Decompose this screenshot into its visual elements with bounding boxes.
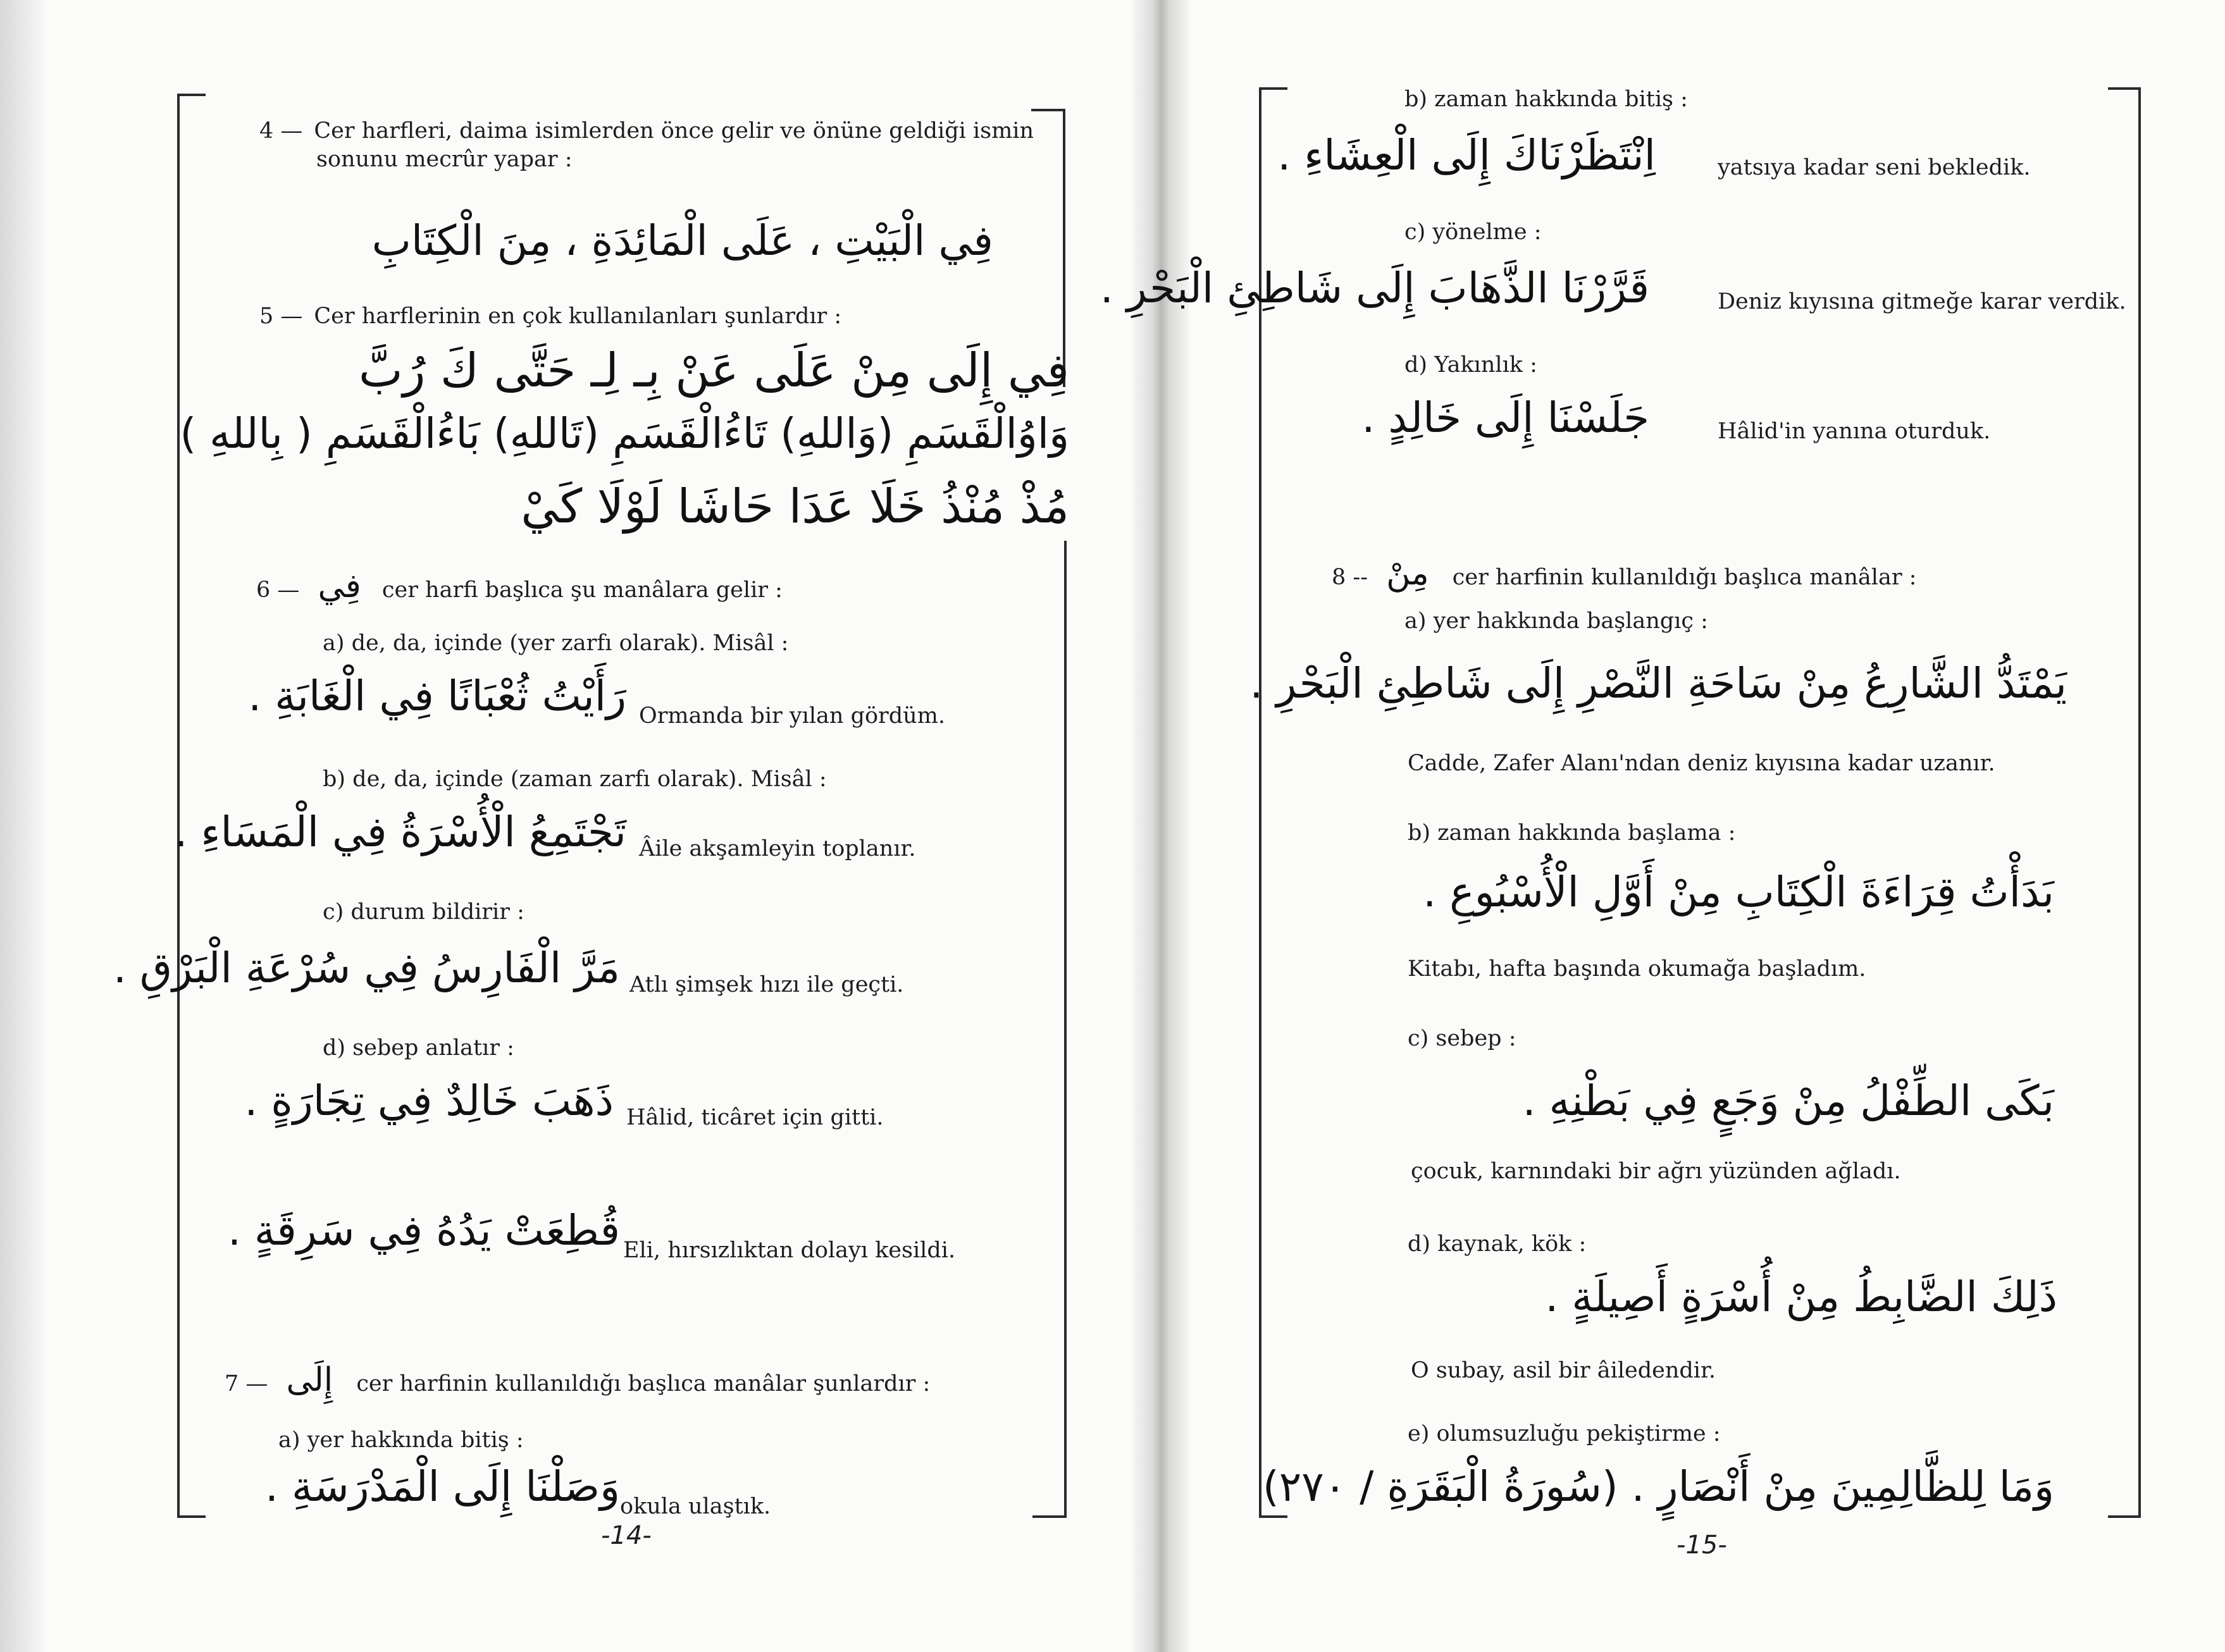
section-number: 6 —	[256, 577, 300, 603]
section-6c-arabic: مَرَّ الْفَارِسُ فِي سُرْعَةِ الْبَرْقِ .	[113, 944, 620, 992]
section-8b-translation: Kitabı, hafta başında okumağa başladım.	[1408, 956, 1866, 982]
page-number: -14-	[601, 1521, 652, 1550]
section-5-heading: 5 — Cer harflerinin en çok kullanılanları şunlardır :	[259, 304, 842, 329]
section-7-particle: إِلَى	[286, 1361, 333, 1399]
section-7a-label: a) yer hakkında bitiş :	[278, 1427, 524, 1453]
section-5-arabic-row3: مُذْ مُنْذُ خَلَا عَدَا حَاشَا لَوْلَا كَيْ	[521, 479, 1069, 534]
section-7b-label: b) zaman hakkında bitiş :	[1404, 87, 1688, 112]
section-7b-translation: yatsıya kadar seni bekledik.	[1718, 155, 2031, 180]
frame-line	[177, 94, 180, 1517]
section-7-heading: 7 — إِلَى cer harfinin kullanıldığı başlıca manâlar şunlardır :	[225, 1361, 931, 1399]
frame-line	[1259, 1515, 1287, 1518]
section-7d-translation: Hâlid'in yanına oturduk.	[1718, 419, 1991, 444]
section-8-heading: 8 -- مِنْ cer harfinin kullanıldığı başlıca manâlar :	[1332, 555, 1917, 593]
section-6d-arabic-2: قُطِعَتْ يَدُهُ فِي سَرِقَةٍ .	[227, 1206, 620, 1255]
section-number: 5 —	[259, 304, 303, 329]
section-6d-label: d) sebep anlatır :	[323, 1035, 514, 1061]
section-8-particle: مِنْ	[1386, 555, 1429, 593]
section-8c-translation: çocuk, karnındaki bir ağrı yüzünden ağladı.	[1411, 1159, 1901, 1184]
frame-line	[1032, 1515, 1065, 1518]
section-number: 4 —	[259, 118, 303, 144]
frame-line	[177, 1515, 206, 1518]
section-6-particle: فِي	[318, 567, 361, 605]
section-5-arabic-row1: فِي إِلَى مِنْ عَلَى عَنْ بِـ لِـ حَتَّى كَ رُبَّ	[359, 343, 1069, 398]
left-page	[44, 0, 1132, 1652]
section-7c-arabic: قَرَّرْنَا الذَّهَابَ إِلَى شَاطِئِ الْبَحْرِ .	[1100, 264, 1649, 312]
section-6b-translation: Âile akşamleyin toplanır.	[639, 836, 916, 861]
section-8d-arabic: ذَلِكَ الضَّابِطُ مِنْ أُسْرَةٍ أَصِيلَةٍ .	[1545, 1273, 2057, 1321]
section-8d-label: d) kaynak, kök :	[1408, 1231, 1587, 1257]
section-8d-translation: O subay, asil bir âiledendir.	[1411, 1358, 1716, 1383]
section-7c-label: c) yönelme :	[1404, 219, 1542, 245]
section-8e-arabic: وَمَا لِلظَّالِمِينَ مِنْ أَنْصَارٍ . (سُورَةُ الْبَقَرَةِ / ٢٧٠)	[1263, 1462, 2054, 1511]
section-8e-label: e) olumsuzluğu pekiştirme :	[1408, 1421, 1721, 1446]
section-8c-arabic: بَكَى الطِّفْلُ مِنْ وَجَعٍ فِي بَطْنِهِ .	[1522, 1076, 2054, 1125]
section-7d-label: d) Yakınlık :	[1404, 352, 1537, 378]
section-6d-translation-2: Eli, hırsızlıktan dolayı kesildi.	[623, 1238, 956, 1263]
section-6d-arabic-1: ذَهَبَ خَالِدٌ فِي تِجَارَةٍ .	[244, 1076, 614, 1125]
frame-line	[1259, 87, 1287, 90]
section-5-arabic-row2: وَاوُالْقَسَمِ (وَاللهِ) تَاءُالْقَسَمِ (تَاللهِ) بَاءُالْقَسَمِ ( بِاللهِ )	[180, 409, 1069, 458]
section-7c-translation: Deniz kıyısına gitmeğe karar verdik.	[1718, 289, 2126, 314]
book-gutter	[1132, 0, 1189, 1652]
right-page	[1100, 0, 2225, 1652]
frame-line	[2138, 87, 2141, 1518]
section-6b-label: b) de, da, içinde (zaman zarfı olarak). Misâl :	[323, 767, 827, 792]
page-edge-shadow	[0, 0, 44, 1652]
section-8a-label: a) yer hakkında başlangıç :	[1404, 608, 1708, 634]
section-8c-label: c) sebep :	[1408, 1026, 1516, 1051]
section-6a-arabic: رَأَيْتُ ثُعْبَانًا فِي الْغَابَةِ .	[248, 672, 626, 720]
section-6a-translation: Ormanda bir yılan gördüm.	[639, 703, 946, 729]
section-4-line2: sonunu mecrûr yapar :	[316, 147, 573, 172]
section-6a-label: a) de, da, içinde (yer zarfı olarak). Misâl :	[323, 631, 789, 656]
section-7b-arabic: اِنْتَظَرْنَاكَ إِلَى الْعِشَاءِ .	[1277, 131, 1656, 180]
section-number: 7 —	[225, 1371, 268, 1396]
section-7a-arabic: وَصَلْنَا إِلَى الْمَدْرَسَةِ .	[265, 1462, 620, 1511]
frame-line	[177, 94, 206, 96]
section-6b-arabic: تَجْتَمِعُ الْأُسْرَةُ فِي الْمَسَاءِ .	[174, 808, 626, 856]
section-8b-arabic: بَدَأْتُ قِرَاءَةَ الْكِتَابِ مِنْ أَوَّلِ الْأُسْبُوعِ .	[1423, 868, 2054, 916]
frame-line	[1064, 541, 1067, 1518]
section-6c-label: c) durum bildirir :	[323, 899, 524, 925]
frame-line	[1031, 109, 1064, 111]
section-6d-translation-1: Hâlid, ticâret için gitti.	[626, 1105, 884, 1130]
section-7d-arabic: جَلَسْنَا إِلَى خَالِدٍ .	[1361, 393, 1649, 442]
section-number: 8 --	[1332, 565, 1368, 590]
frame-line	[2108, 1515, 2140, 1518]
frame-line	[2108, 87, 2140, 90]
section-7a-translation: okula ulaştık.	[620, 1494, 771, 1519]
section-4-line1: 4 — Cer harfleri, daima isimlerden önce gelir ve önüne geldiği ismin	[259, 118, 1034, 144]
section-6c-translation: Atlı şimşek hızı ile geçti.	[629, 972, 904, 997]
section-6-heading: 6 — فِي cer harfi başlıca şu manâlara gelir :	[256, 567, 783, 605]
section-4-arabic: فِي الْبَيْتِ ، عَلَى الْمَائِدَةِ ، مِنَ الْكِتَابِ	[371, 216, 993, 265]
section-8a-translation: Cadde, Zafer Alanı'ndan deniz kıyısına kadar uzanır.	[1408, 751, 1995, 776]
page-number: -15-	[1676, 1531, 1727, 1560]
section-8a-arabic: يَمْتَدُّ الشَّارِعُ مِنْ سَاحَةِ النَّصْرِ إِلَى شَاطِئِ الْبَحْرِ .	[1249, 659, 2067, 708]
section-8b-label: b) zaman hakkında başlama :	[1408, 820, 1736, 846]
